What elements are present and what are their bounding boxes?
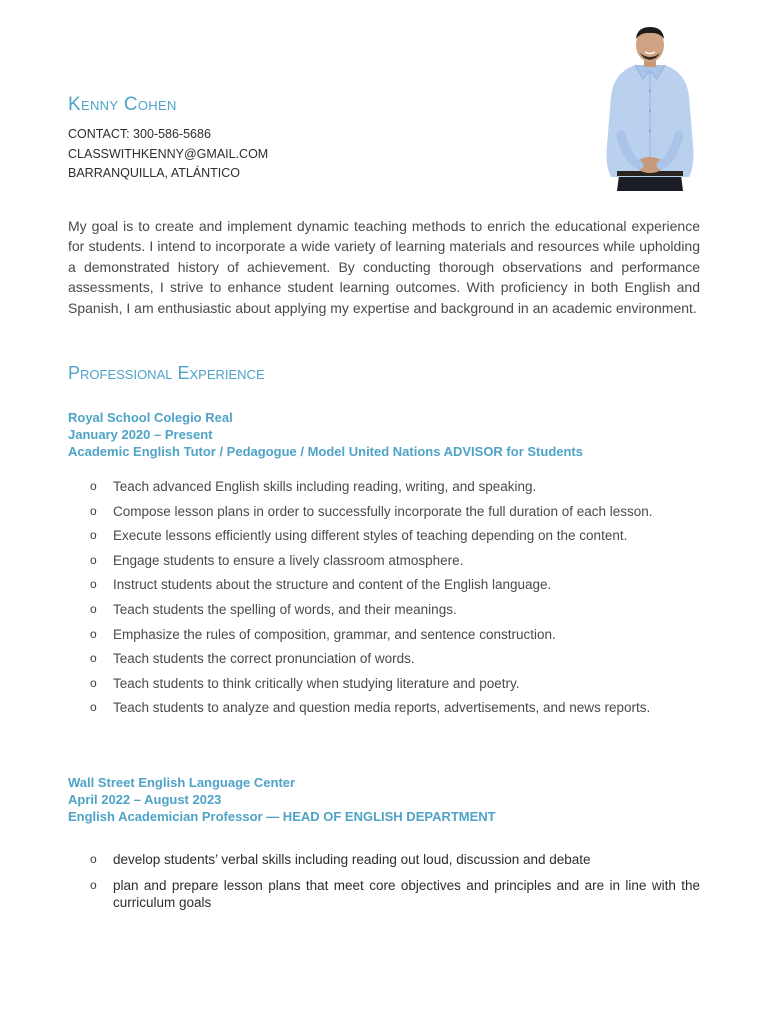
candidate-name: Kenny Cohen bbox=[68, 94, 177, 115]
profile-photo bbox=[597, 25, 703, 191]
job-role: Academic English Tutor / Pedagogue / Model United Nations ADVISOR for Students bbox=[68, 444, 583, 459]
bullet-icon: o bbox=[90, 503, 97, 518]
duty-item bbox=[90, 601, 700, 618]
section-title-experience: Professional Experience bbox=[68, 363, 265, 383]
contact-email: CLASSWITHKENNY@GMAIL.COM bbox=[68, 146, 269, 161]
duty-text: Engage students to ensure a lively classroom atmosphere. bbox=[113, 552, 464, 568]
duty-text: Teach students to analyze and question media reports, advertisements, and news reports. bbox=[113, 700, 651, 716]
bullet-icon: o bbox=[90, 878, 97, 892]
job-header bbox=[68, 409, 583, 460]
bullet-icon: o bbox=[90, 577, 97, 592]
duty-item bbox=[90, 527, 700, 544]
duty-item bbox=[90, 552, 700, 569]
duty-text: Teach students the spelling of words, and their meanings. bbox=[113, 601, 457, 617]
duty-item bbox=[90, 650, 700, 667]
job-employer: Wall Street English Language Center bbox=[68, 775, 296, 790]
bullet-icon: o bbox=[90, 601, 97, 616]
duty-item bbox=[90, 877, 700, 911]
duty-text: plan and prepare lesson plans that meet core objectives and principles and are in line with the curriculum goals bbox=[113, 878, 700, 910]
duty-item bbox=[90, 851, 700, 868]
bullet-icon: o bbox=[90, 675, 97, 690]
duty-text: Emphasize the rules of composition, grammar, and sentence construction. bbox=[113, 626, 556, 642]
duty-item bbox=[90, 503, 700, 520]
bullet-icon: o bbox=[90, 651, 97, 666]
duty-list bbox=[90, 851, 700, 920]
duty-item bbox=[90, 478, 700, 495]
job-employer: Royal School Colegio Real bbox=[68, 410, 233, 425]
job-header bbox=[68, 774, 496, 825]
duty-item bbox=[90, 699, 700, 716]
bullet-icon: o bbox=[90, 626, 97, 641]
contact-location: BARRANQUILLA, ATLÁNTICO bbox=[68, 166, 241, 180]
job-role: English Academician Professor — HEAD OF ENGLISH DEPARTMENT bbox=[68, 809, 496, 824]
duty-item bbox=[90, 675, 700, 692]
duty-text: Instruct students about the structure and content of the English language. bbox=[113, 577, 552, 593]
bullet-icon: o bbox=[90, 700, 97, 715]
duty-item bbox=[90, 576, 700, 593]
duty-text: Teach students the correct pronunciation of words. bbox=[113, 651, 415, 667]
duty-text: develop students’ verbal skills including reading out loud, discussion and debate bbox=[113, 852, 591, 867]
bullet-icon: o bbox=[90, 479, 97, 493]
job-dates: April 2022 – August 2023 bbox=[68, 792, 222, 807]
duty-text: Compose lesson plans in order to successfully incorporate the full duration of each lesson. bbox=[113, 503, 653, 519]
bullet-icon: o bbox=[90, 528, 97, 543]
duty-item bbox=[90, 626, 700, 643]
bullet-icon: o bbox=[90, 552, 97, 567]
duty-list bbox=[90, 478, 700, 724]
duty-text: Execute lessons efficiently using different styles of teaching depending on the content. bbox=[113, 528, 628, 544]
contact-block bbox=[68, 125, 268, 184]
duty-text: Teach students to think critically when studying literature and poetry. bbox=[113, 675, 520, 691]
job-dates: January 2020 – Present bbox=[68, 427, 213, 442]
duty-text: Teach advanced English skills including reading, writing, and speaking. bbox=[113, 479, 537, 494]
bullet-icon: o bbox=[90, 852, 97, 866]
professional-summary: My goal is to create and implement dynamic teaching methods to enrich the educational experience for students. I intend to incorporate a wide variety of learning materials and resources while upholding a demonstrated history of achievement. By conducting thorough observations and performance assessments, I strive to enhance student learning outcomes. With proficiency in both English and Spanish, I am enthusiastic about applying my expertise and background in an academic environment. bbox=[68, 218, 700, 316]
contact-phone: CONTACT: 300-586-5686 bbox=[68, 127, 211, 141]
